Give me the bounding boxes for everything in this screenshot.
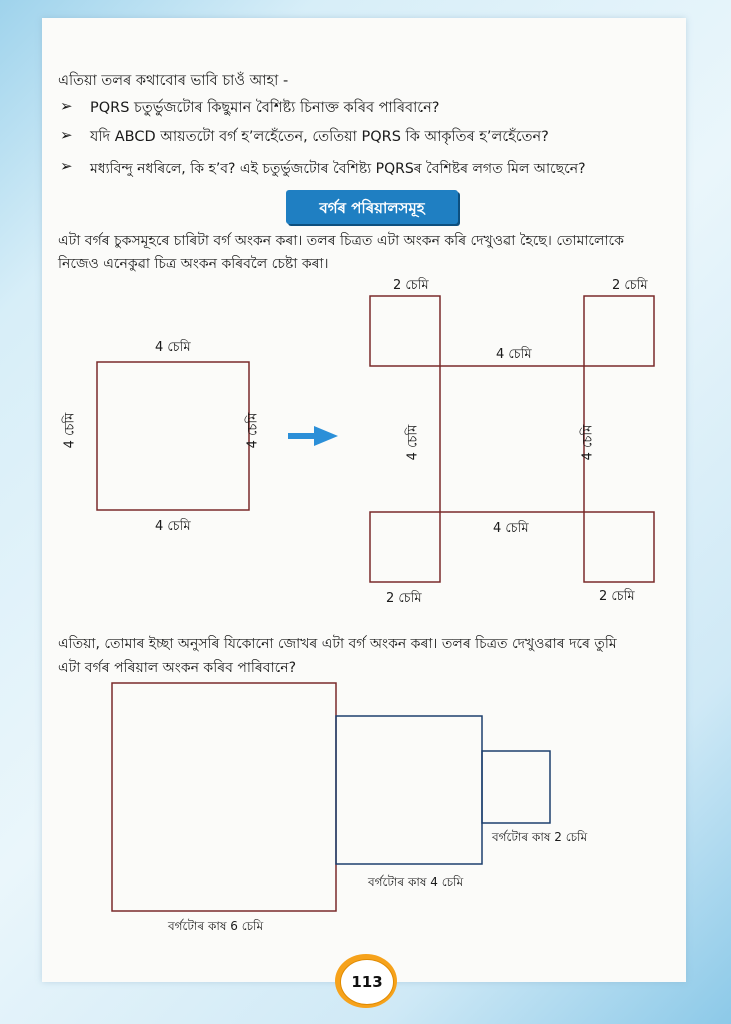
corner-square-top-right (584, 296, 654, 366)
label-corner-bottom-left: 2 চেমি (386, 591, 422, 606)
arrow-right-icon (288, 426, 338, 446)
label-inner-top: 4 চেমি (496, 347, 532, 362)
bullet-arrow-icon: ➢ (60, 126, 73, 144)
label-square-right: 4 চেমি (245, 412, 261, 449)
question-3: মধ্যবিন্দু নধৰিলে, কি হ’ব? এই চতুৰ্ভুজটোৰ বৈশিষ্ট্য PQRSৰ বৈশিষ্টৰ লগত মিল আছেনে? (90, 161, 586, 177)
para2-line1: এতিয়া, তোমাৰ ইচ্ছা অনুসৰি যিকোনো জোখৰ এটা বৰ্গ অংকন কৰা। তলৰ চিত্ৰত দেখুওৱাৰ দৰে তুমি (58, 636, 617, 652)
square-4cm (97, 362, 249, 510)
label-inner-bottom: 4 চেমি (493, 521, 529, 536)
label-inner-left: 4 চেমি (405, 424, 421, 461)
label-square-4cm: বৰ্গটোৰ কাষ 4 চেমি (368, 875, 464, 889)
page-number-badge (335, 954, 397, 1008)
section-title: বৰ্গৰ পৰিয়ালসমূহ (319, 199, 425, 217)
corner-square-top-left (370, 296, 440, 366)
label-corner-top-left: 2 চেমি (393, 278, 429, 293)
square-4cm-family (336, 716, 482, 864)
bullet-arrow-icon: ➢ (60, 97, 73, 115)
page-number: 113 (340, 959, 394, 1005)
square-6cm (112, 683, 336, 911)
para1-line2: নিজেও এনেকুৱা চিত্ৰ অংকন কৰিবলৈ চেষ্টা কৰা। (58, 256, 329, 272)
center-square-4cm (440, 366, 584, 512)
label-corner-top-right: 2 চেমি (612, 278, 648, 293)
label-square-2cm: বৰ্গটোৰ কাষ 2 চেমি (492, 830, 588, 844)
para2-line2: এটা বৰ্গৰ পৰিয়াল অংকন কৰিব পাৰিবানে? (58, 660, 297, 676)
para1-line1: এটা বৰ্গৰ চুকসমূহৰে চাৰিটা বৰ্গ অংকন কৰা। তলৰ চিত্ৰত এটা অংকন কৰি দেখুওৱা হৈছে। তোমালোকে (58, 233, 624, 249)
label-square-top: 4 চেমি (155, 340, 191, 355)
corner-square-bottom-left (370, 512, 440, 582)
label-square-bottom: 4 চেমি (155, 519, 191, 534)
label-square-6cm: বৰ্গটোৰ কাষ 6 চেমি (168, 919, 264, 933)
square-2cm (482, 751, 550, 823)
question-1: PQRS চতুৰ্ভুজটোৰ কিছুমান বৈশিষ্ট্য চিনাক্ত কৰিব পাৰিবানে? (90, 100, 440, 116)
label-corner-bottom-right: 2 চেমি (599, 589, 635, 604)
label-inner-right: 4 চেমি (580, 424, 596, 461)
bullet-arrow-icon: ➢ (60, 157, 73, 175)
intro-text: এতিয়া তলৰ কথাবোৰ ভাবি চাওঁ আহা - (58, 73, 289, 89)
question-2: যদি ABCD আয়তটো বৰ্গ হ’লহেঁতেন, তেতিয়া PQRS কি আকৃতিৰ হ’লহেঁতেন? (90, 129, 549, 145)
corner-square-bottom-right (584, 512, 654, 582)
label-square-left: 4 চেমি (62, 412, 78, 449)
